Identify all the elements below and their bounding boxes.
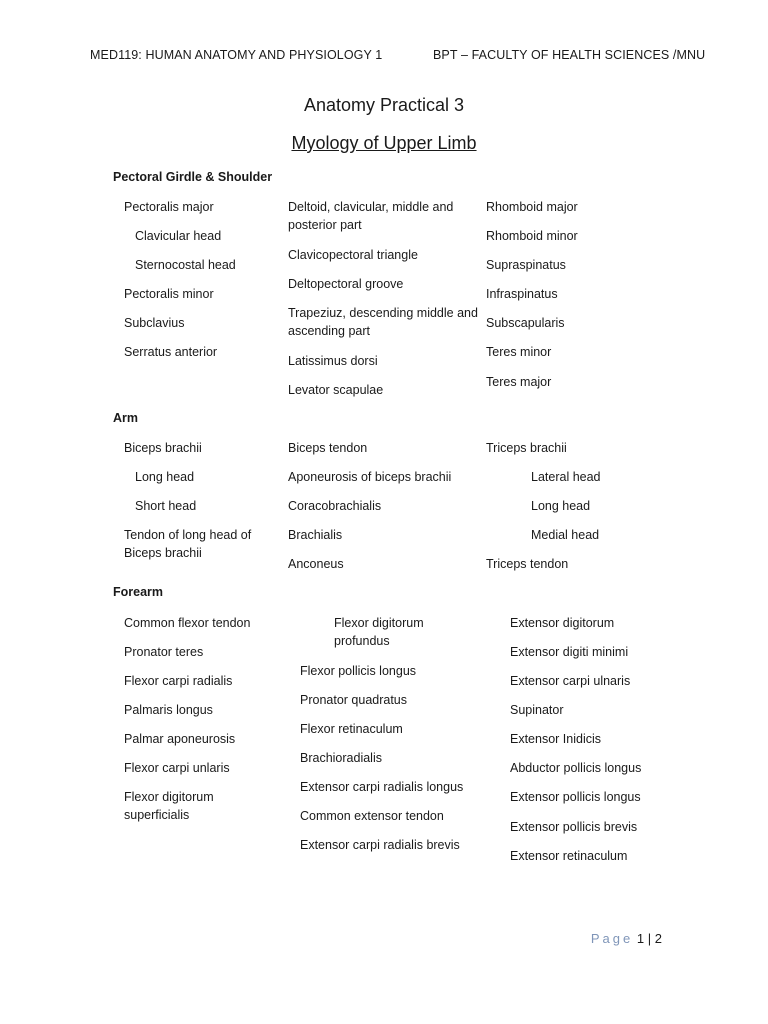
list-item: Clavicopectoral triangle — [288, 248, 418, 262]
list-item: Flexor digitorum profundus — [334, 616, 424, 648]
section-heading-pectoral: Pectoral Girdle & Shoulder — [113, 170, 273, 184]
list-item: Lateral head — [531, 470, 601, 484]
page-subtitle: Myology of Upper Limb — [291, 133, 477, 153]
list-item: Deltopectoral groove — [288, 277, 404, 291]
list-item: Flexor carpi unlaris — [124, 761, 230, 775]
header-course: MED119: HUMAN ANATOMY AND PHYSIOLOGY 1 — [90, 48, 383, 62]
list-item: Common flexor tendon — [124, 616, 251, 630]
list-item: Subclavius — [124, 316, 185, 330]
list-item: Biceps tendon — [288, 441, 368, 455]
list-item: Extensor carpi radialis brevis — [300, 838, 460, 852]
page-number — [591, 931, 662, 946]
list-item: Abductor pollicis longus — [510, 761, 642, 775]
list-item: Supinator — [510, 703, 564, 717]
list-item: Pronator quadratus — [300, 693, 408, 707]
list-item: Serratus anterior — [124, 345, 218, 359]
list-item: Latissimus dorsi — [288, 354, 378, 368]
list-item: Teres minor — [486, 345, 552, 359]
page-label: Page — [590, 931, 634, 946]
list-item: Palmar aponeurosis — [124, 732, 236, 746]
list-item: Trapeziuz, descending middle and ascending part — [288, 306, 478, 338]
list-item: Flexor carpi radialis — [124, 674, 233, 688]
list-item: Anconeus — [288, 557, 344, 571]
list-item: Biceps brachii — [124, 441, 202, 455]
list-item: Pectoralis minor — [124, 287, 214, 301]
list-item: Triceps brachii — [486, 441, 567, 455]
page-title: Anatomy Practical 3 — [303, 95, 465, 115]
list-item: Supraspinatus — [486, 258, 566, 272]
list-item: Flexor pollicis longus — [300, 664, 417, 678]
list-item: Flexor digitorum superficialis — [124, 790, 214, 822]
list-item: Triceps tendon — [486, 557, 569, 571]
list-item: Palmaris longus — [124, 703, 213, 717]
list-item: Clavicular head — [135, 229, 222, 243]
page-total: 2 — [654, 931, 662, 946]
list-item: Teres major — [486, 375, 552, 389]
list-item: Infraspinatus — [486, 287, 558, 301]
list-item: Extensor digiti minimi — [510, 645, 629, 659]
list-item: Extensor Inidicis — [510, 732, 602, 746]
list-item: Rhomboid major — [486, 200, 578, 214]
section-heading-forearm: Forearm — [113, 585, 164, 599]
list-item: Long head — [135, 470, 195, 484]
list-item: Brachioradialis — [300, 751, 382, 765]
list-item: Pronator teres — [124, 645, 204, 659]
list-item: Extensor retinaculum — [510, 849, 628, 863]
page-separator: | — [647, 931, 652, 946]
list-item: Deltoid, clavicular, middle and posterior part — [288, 200, 454, 232]
list-item: Sternocostal head — [135, 258, 236, 272]
list-item: Brachialis — [288, 528, 343, 542]
list-item: Long head — [531, 499, 591, 513]
list-item: Medial head — [531, 528, 600, 542]
page-current: 1 — [636, 931, 645, 946]
list-item: Pectoralis major — [124, 200, 214, 214]
section-heading-arm: Arm — [113, 411, 139, 425]
list-item: Rhomboid minor — [486, 229, 578, 243]
list-item: Common extensor tendon — [300, 809, 444, 823]
list-item: Tendon of long head of Biceps brachii — [124, 528, 252, 560]
list-item: Extensor carpi ulnaris — [510, 674, 631, 688]
list-item: Flexor retinaculum — [300, 722, 403, 736]
list-item: Levator scapulae — [288, 383, 384, 397]
list-item: Short head — [135, 499, 197, 513]
list-item: Extensor carpi radialis longus — [300, 780, 464, 794]
list-item: Extensor pollicis brevis — [510, 820, 638, 834]
list-item: Coracobrachialis — [288, 499, 382, 513]
list-item: Aponeurosis of biceps brachii — [288, 470, 452, 484]
list-item: Extensor pollicis longus — [510, 790, 641, 804]
header-faculty: BPT – FACULTY OF HEALTH SCIENCES /MNU — [433, 48, 706, 62]
list-item: Subscapularis — [486, 316, 565, 330]
list-item: Extensor digitorum — [510, 616, 615, 630]
